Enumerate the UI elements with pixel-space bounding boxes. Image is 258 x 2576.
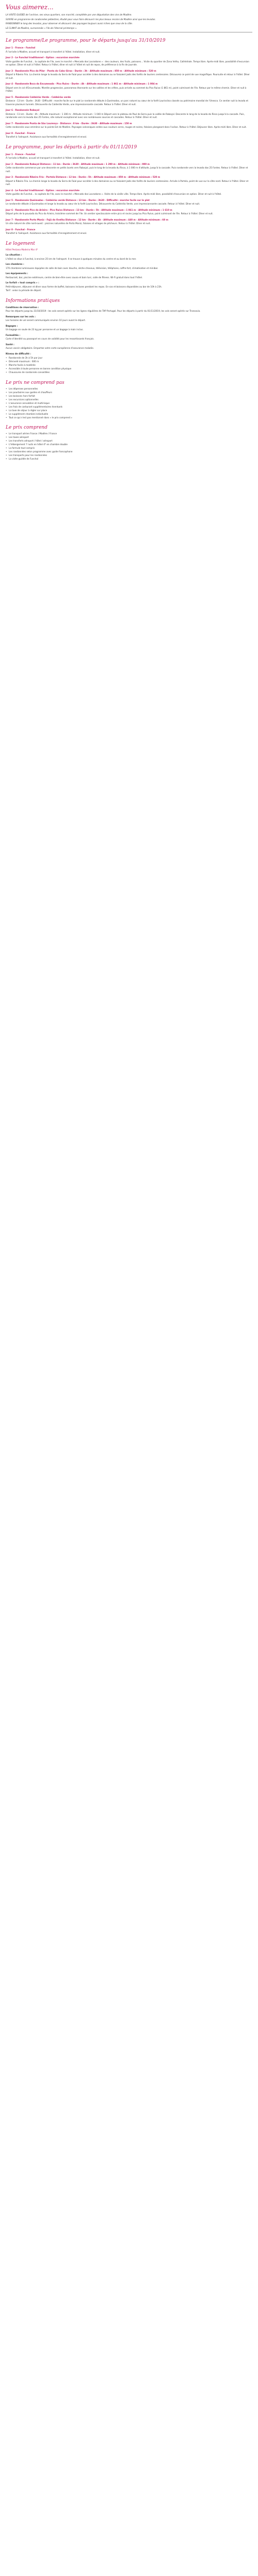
day-text: Transfert à l'aéroport. Assistance aux formalités d'enregistrement et envol.: [6, 232, 87, 234]
list-item: • Les dépenses personnelles: [6, 387, 252, 391]
day-heading: Jour 3 - Randonnée Ribeiro Frio - Portela Distance : 12 km - Durée : 5h - Altitude maximum : 850 m - Altitude minimum : 520 m: [6, 176, 160, 178]
meals-text: Petit-déjeuner, déjeuner et dîner sous forme de buffet, boissons incluses pendant les repas. En-cas et boissons disponibles au bar de 10h à 23h.: [6, 285, 162, 288]
list-item: • La formule tout compris: [6, 447, 252, 450]
list-item: • Accessible à toute personne en bonne condition physique: [6, 367, 252, 371]
prix-not-included-list: [6, 387, 252, 420]
day-heading: Jour 5 - Randonnée Caldeirão Verde - Caldeirão verde: [6, 95, 71, 98]
sante-heading: Santé :: [6, 343, 14, 346]
day-text: Transfert à l'aéroport. Assistance aux formalités d'enregistrement et envol.: [6, 135, 87, 138]
conditions-heading: Conditions de réservation :: [6, 306, 39, 309]
conditions-text: Pour les départs jusqu'au 31/10/2019 : les vols seront opérés sur les lignes régulières de TAP Portugal. Pour les départs à partir du 01/11/2019, les vols seront opérés sur Transavia.: [6, 310, 201, 312]
day-text: Visite guidée de Funchal... la capitale de l'île, avec le marché « Mercado dos Lavradores ». Visite de la vieille ville. Temps libre. Après-midi libre, possibilité d'excursion en option. Dîner et nuit à l'hôtel.: [6, 193, 222, 195]
day-heading: Jour 3 - Randonnée Pico do Pilar - Ponta do Cabo Girao - Durée : 3h - Altitude maximum : 850 m - Altitude minimum : 520 m: [6, 69, 156, 72]
list-item: • Tout ce qui n'est pas mentionné dans « le prix comprend »: [6, 416, 252, 420]
intro-section: [6, 4, 252, 30]
day-heading: Jour 7 - Randonnée Porto Moniz - Fajã do Ovelha Distance : 12 km - Durée : 4h - Altitude maximum : 440 m - Altitude minimum : 60 m: [6, 218, 169, 221]
situation-heading: La situation :: [6, 253, 22, 256]
day-text: Cette randonnée vous emmène sur la pointe Est de Madère. Paysages volcaniques arides aux couleurs ocres, rouges et noires, falaises plongeant dans l'océan. Retour à l'hôtel. Déjeuner libre. Après-midi libre. Dîner et nuit.: [6, 126, 247, 128]
day-text: Départ vers le col d'Encumeada. Montée progressive, panoramas étonnants sur les vallées et les crêtes, puis arrivée au sommet du Pico Ruivo (1 861 m), point culminant de l'île. Retour par le même chemin. Dîner et nuit à l'hôtel.: [6, 86, 247, 92]
intro-paragraph: RANDONNER le long des levadas, pour observer et découvrir des paysages toujours aussi riches que ceux de la côte.: [6, 22, 133, 25]
day-text: Départ à Ribeiro Frio. La chemin longe la levada du Serra de Faial pour accéder à des domaines ou se faisaient jadis des forêts de lauriers centenaires. Découvrez ce point de vue magnifique. Poursuite et retour à l'hôtel. Dîner et nuit.: [6, 73, 250, 79]
day-heading: Jour 5 - Randonnée Queimadas - Caldeirão verde Distance : 13 km - Durée : 3h30 - Difficulté : marche facile sur le plat: [6, 198, 150, 201]
services-text: Restaurant, bar, piscine extérieure, centre de bien-être avec sauna et bain turc, salle de fitness. Wi-Fi gratuit dans tout l'hôtel.: [6, 276, 143, 279]
programme-days: [6, 46, 252, 139]
list-item: • L'assurance annulation et multirisque: [6, 402, 252, 405]
intro-paragraphs: [6, 13, 252, 30]
formalites-text: Carte d'identité ou passeport en cours de validité pour les ressortissants français.: [6, 337, 94, 340]
programme2-title: Le programme, pour les départs à partir du 01/11/2019: [6, 144, 137, 150]
list-item: • Les transferts aéroport / hôtel / aéroport: [6, 439, 252, 443]
day-heading: Jour 7 - Randonnée Ponta de São Lourenço - Distance : 8 km - Durée : 3h30 - Altitude maximum : 150 m: [6, 122, 132, 125]
features-heading: Les chambres :: [6, 263, 24, 265]
infos-title: Informations pratiques: [6, 298, 60, 303]
list-item: • Chaussures de randonnée conseillées: [6, 371, 252, 375]
day-heading: Jour 2 - Le Funchal traditionnel - Option : excursion marchée: [6, 56, 79, 59]
list-item: • La taxe de séjour à régler sur place: [6, 409, 252, 413]
day-text: Distance : 13 km - Durée : 3h30 - Difficulté : marche facile sur le plat Le randonnée débute à Queimadas, un parc naturel au cœur de la forêt Laurissilva classée au patrimoine mondial de l'Unesco. Ce sentier suit la levada et traverse plusieurs tunnels. Découverte du Caldeirão Verde, une impressionnante cascade. Retour à l'hôtel. Dîner et nuit.: [6, 99, 249, 106]
features-text: 170 chambres lumineuses équipées de salle de bain avec douche, sèche-cheveux, télévision, téléphone, coffre-fort, climatisation et minibar.: [6, 266, 158, 269]
day-text: Visite guidée de Funchal... la capitale de l'île, avec le marché « Mercado dos Lavradores » : des couleurs, des fruits, poissons... Visite du quartier de Zona Velha, Cathédrale. Temps libre. Après-midi libre, possibilité d'excursion en option. Dîner et nuit à l'hôtel. Retour à l'hôtel, dîner et nuit à l'hôtel et nuit de repos, de préférence à la fin de journée.: [6, 60, 250, 66]
list-item: • Les boissons hors forfait: [6, 395, 252, 398]
intro-title: Vous aimerez...: [6, 4, 54, 11]
intro-paragraph: LE CLIMAT de Madère, surnommée « l'île de l'éternel printemps ».: [6, 26, 77, 29]
day-heading: Jour 4 - Le Funchal traditionnel - Option : excursion marchée: [6, 189, 79, 192]
prix-included-list: [6, 432, 252, 461]
list-item: • Randonnée de 3h à 5h par jour: [6, 357, 252, 360]
bagages-text: Un bagage en soute de 23 kg par personne et un bagage à main inclus.: [6, 328, 84, 331]
list-item: • Marche facile à modérée: [6, 364, 252, 367]
situation-text: L'hôtel se situe à Funchal, à environ 25 km de l'aéroport. Il se trouve à quelques minutes du centre et au bord de la mer.: [6, 257, 137, 260]
logement-title: Le logement: [6, 241, 35, 246]
day-heading: Jour 1 - France - Funchal: [6, 46, 36, 49]
day-heading: Jour 2 - Randonnée Rabaçal Distance : 11 km - Durée : 3h30 - Altitude maximum : 1 290 m - Altitude minimum : 900 m: [6, 162, 150, 165]
day-text: Le randonnée débute à Queimadas et longe la levada au cœur de la forêt Laurissilva. Découverte du Caldeirão Verde, une impressionnante cascade. Retour à l'hôtel. Dîner et nuit.: [6, 202, 200, 205]
day-text: Distance : 11 km - Durée : 4h - Altitude maximum : 1 300 m - Altitude minimum : 1 040 m Départ vers le plateau de Paul da Serra puis la vallée de Rabaçal. Descente le long de la levada do Risco jusqu'à la cascade. Puis, randonnée vers la levada das 25 Fontes, site naturel exceptionnel avec ses nombreuses sources et cascades. Retour à l'hôtel. Dîner et nuit.: [6, 112, 245, 118]
list-item: • Les taxes aéroport: [6, 436, 252, 439]
day-heading: Jour 4 - Randonnée Boca da Encumeada - Pico Ruivo - Durée : 4h - Altitude maximum : 1 861 m - Altitude minimum : 1 004 m: [6, 82, 158, 85]
list-item: • Le supplément chambre individuelle: [6, 413, 252, 416]
day-text: Départ à Ribeiro Frio. La chemin longe la levada du Serra de Faial pour accéder à des domaines ou se faisaient jadis des forêts de lauriers centenaires. Arrivée à Portela, point de vue sur la côte nord. Retour à l'hôtel. Dîner et nuit.: [6, 179, 249, 185]
note-text: Tarif : selon la période de départ.: [6, 289, 42, 292]
list-item: • Les transports pour les randonnées: [6, 454, 252, 457]
day-heading: Jour 8 - Funchal - France: [6, 228, 36, 231]
day-heading: Jour 6 - Randonnée Pico do Arieiro - Pico Ruivo Distance : 13 km - Durée : 5h - Altitude maximum : 1 861 m - Altitude minimum : 1 610 m: [6, 208, 172, 211]
logement-section: [6, 241, 252, 293]
day-heading: Jour 6 - Randonnée Rabaçal: [6, 109, 40, 111]
programme-title: Le programme/Le programme, pour le départs jusqu'au 31/10/2019: [6, 38, 166, 43]
day-heading: Jour 8 - Funchal - France: [6, 131, 36, 134]
sante-text: Aucun vaccin obligatoire. Emportez votre carte européenne d'assurance maladie.: [6, 347, 94, 349]
programme2-section: [6, 145, 252, 235]
list-item: • Dénivelé maximum : 600 m: [6, 360, 252, 364]
day-text: À l'arrivée à Madère, accueil et transport à transfert à l'hôtel. Installation, dîner et nuit.: [6, 50, 100, 53]
difficulty-list: [6, 357, 252, 375]
prix-title: Le prix ne comprend pas: [6, 380, 64, 385]
programme-section: [6, 38, 252, 139]
day-text: Départ près de la pousada du Pico do Arieiro, troisième sommet de l'île. Un sentier spectaculaire entre pics et ravins jusqu'au Pico Ruivo, point culminant de l'île. Retour à l'hôtel. Dîner et nuit.: [6, 212, 213, 215]
list-item: • La visite guidée de Funchal: [6, 457, 252, 461]
services-heading: Les équipements :: [6, 272, 28, 275]
hotel-name[interactable]: Hôtel Pestana Madeira Mar 4*: [6, 248, 38, 251]
list-item: • Les randonnées selon programme avec guide francophone: [6, 450, 252, 454]
list-item: • Les excursions optionnelles: [6, 398, 252, 402]
day-text: Cette randonnée commence par une descente en petits lacets vers Rabaçal, puis le long de la levada du Risco, à 1 000 m d'altitude, jusqu'à la cascade. Puis randonnée vers la levada das 25 Fontes. Retour à l'hôtel. Dîner et nuit.: [6, 166, 248, 173]
day-text: Un site naturel de côte nord-ouest : piscines naturelles de Porto Moniz, falaises et villages de pêcheurs. Retour à l'hôtel. Dîner et nuit.: [6, 222, 151, 225]
infos-section: [6, 298, 252, 375]
bagages-heading: Bagages :: [6, 324, 18, 327]
list-item: • Les frais de carburant supplémentaires éventuels: [6, 405, 252, 409]
formalites-heading: Formalités :: [6, 333, 21, 336]
difficulty-heading: Niveau de difficulté :: [6, 352, 31, 355]
intro-paragraph: LA VISITE GUIDÉE de l'archive, ses vieux quartiers, son marché, complétée par une dégustation des vins de Madère.: [6, 13, 132, 16]
list-item: • Le transport aérien France / Madère / France: [6, 432, 252, 436]
day-heading: Jour 1 - France - Funchal: [6, 152, 36, 156]
list-item: • Les pourboires aux guides et chauffeurs: [6, 391, 252, 395]
meals-heading: Le forfait « tout compris » :: [6, 281, 39, 284]
prix-section: [6, 380, 252, 461]
vol-heading: Remarques sur les vols :: [6, 315, 36, 318]
intro-paragraph: SUIVRE en programme de randonnées pédestres, étudié pour vous faire découvrir les plus beaux recoins de Madère ainsi que les levadas.: [6, 18, 156, 21]
programme2-days: [6, 153, 252, 235]
vol-text: Les horaires de vol seront communiqués environ 10 jours avant le départ.: [6, 319, 86, 321]
day-text: À l'arrivée à Madère, accueil et transport à transfert à l'hôtel. Installation, dîner et nuit.: [6, 157, 100, 159]
list-item: • L'hébergement 7 nuits en hôtel 4* en chambre double: [6, 443, 252, 447]
prix-comprend-title: Le prix comprend: [6, 425, 47, 430]
